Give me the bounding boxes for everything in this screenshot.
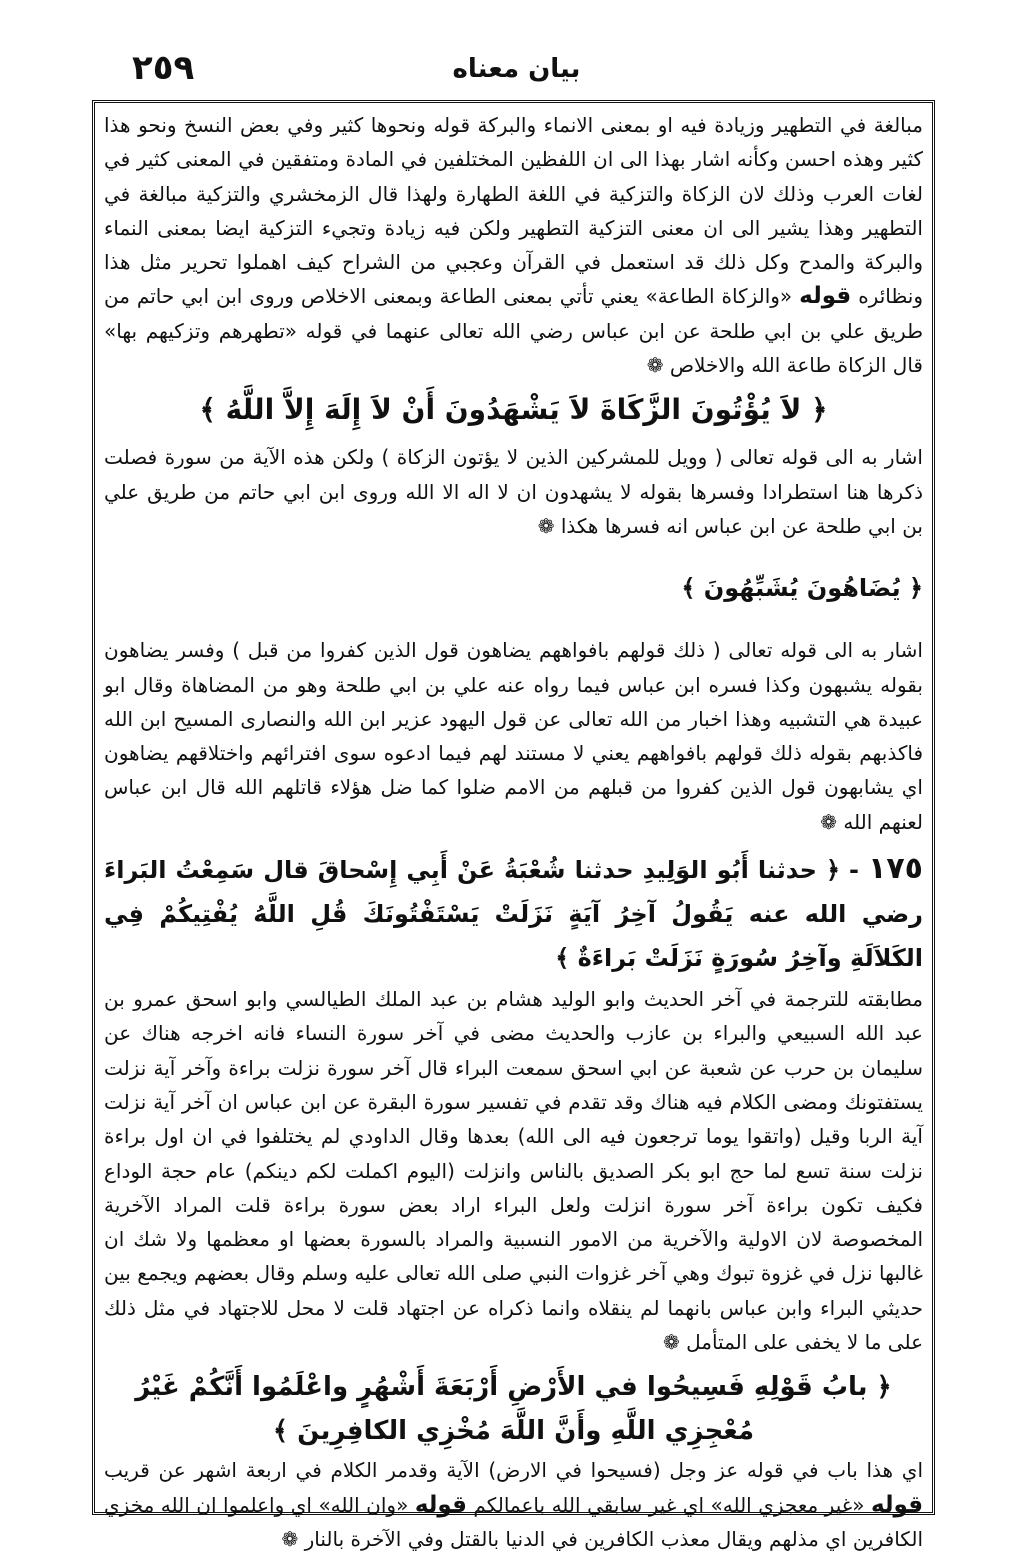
qawluhu-keyword: قوله: [870, 1491, 924, 1518]
commentary-paragraph: مطابقته للترجمة في آخر الحديث وابو الوليد هشام بن عبد الملك الطيالسي وابو اسحق عمرو بن عبد الله السبيعي والبراء بن عازب والحديث مضى في آخر سورة النساء فانه اخرجه هناك عن سليمان بن حرب عن شعبة عن ابي اسحق سمعت البراء قال آخر سورة نزلت براءة وآخر آية نزلت يستفتونك ومضى الكلام فيه هناك وقد تقدم في تفسير سورة البقرة عن ابن عباس ان آخر آية نزلت آية الربا وقيل (واتقوا يوما ترجعون فيه الى الله) بعدها وقال الداودي لم يختلفوا في ان اول براءة نزلت سنة تسع لما حج ابو بكر الصديق بالناس وانزلت (اليوم اكملت لكم دينكم) عام حجة الوداع فكيف تكون براءة آخر سورة انزلت ولعل البراء اراد بعض سورة براءة قلت المراد الآخرية المخصوصة لان الاولية والآخرية من الامور النسبية والمراد بالسورة بعضها او معظمها ولا شك ان غالبها نزل في غزوة تبوك وهي آخر غزوات النبي صلى الله تعالى عليه وسلم وقال بعضهم ويجمع بين حديثي البراء وابن عباس بانهما لم ينقلاه وانما ذكراه عن اجتهاد قلت لا محل للاجتهاد في مثل ذلك على ما لا يخفى على المتأمل ❁: [104, 987, 923, 1355]
commentary-paragraph: اشار به الى قوله تعالى ( ذلك قولهم بافواههم يضاهون قول الذين كفروا من قبل ) وفسر يضاهون بقوله يشبهون وكذا فسره ابن عباس فيما رواه عنه علي بن ابي طلحة وهو من المضاهاة وقال ابو عبيدة هي التشبيه وهذا اخبار من الله تعالى عن قول اليهود عزير ابن الله والنصارى المسيح ابن الله فاكذبهم بقوله ذلك قولهم بافواههم يعني لا مستند لهم فيما ادعوه سوى افترائهم واختلاقهم يضاهون اي يشابهون قول الذين كفروا من قبلهم من الامم ضلوا كما ضل هؤلاء قاتلهم الله قال ابن عباس لعنهم الله ❁: [104, 638, 923, 834]
page-content: [104, 108, 923, 1556]
commentary-paragraph: [104, 108, 923, 382]
page-number: ٢٥٩: [132, 48, 195, 88]
commentary-text: مبالغة في التطهير وزيادة فيه او بمعنى الانماء والبركة قوله ونحوها كثير وفي بعض النسخ ونحو هذا كثير وهذه احسن وكأنه اشار بهذا الى ان اللفظين المختلفين في المادة ومتفقين في المعنى كثير في لغات العرب وذلك لان الزكاة والتزكية في اللغة الطهارة ولهذا قال الزمخشري والتزكية مبالغة في التطهير وهذا يشير الى ان معنى التزكية التطهير ولكن فيه زيادة وتجيء التزكية ايضا بمعنى النماء والبركة والمدح وكل ذلك قد استعمل في القرآن وعجبي من الشراح كيف اهملوا تحرير مثل هذا ونظائره: [104, 113, 924, 309]
running-title: بيان معناه: [452, 54, 581, 84]
commentary-text: «والزكاة الطاعة» يعني تأتي بمعنى الطاعة وبمعنى الاخلاص وروى ابن ابي حاتم من طريق علي بن ابي طلحة عن ابن عباس رضي الله تعالى عنهما في قوله «تطهرهم وتزكيهم بها» قال الزكاة طاعة الله والاخلاص ❁: [104, 284, 923, 378]
commentary-text: اي هذا باب في قوله عز وجل (فسيحوا في الارض) الآية وقدمر الكلام في اربعة اشهر عن قريب: [104, 1458, 923, 1483]
qawluhu-keyword: قوله: [799, 283, 852, 310]
quran-verse: ﴿ لاَ يُؤْتُونَ الزَّكَاةَ لاَ يَشْهَدُونَ أَنْ لاَ إِلَهَ إِلاَّ اللَّهُ ﴾: [199, 393, 828, 427]
hadith-body: حدثنا أَبُو الوَلِيدِ حدثنا شُعْبَةُ عَنْ أَبِي إِسْحاقَ قال سَمِعْتُ البَراءَ رضي الله عنه يَقُولُ آخِرُ آيَةٍ نَزَلَتْ يَسْتَفْتُونَكَ قُلِ اللَّهُ يُفْتِيكُمْ فِي الكَلاَلَةِ وآخِرُ سُورَةٍ نَزَلَتْ بَراءَةٌ ﴾: [104, 856, 923, 973]
quran-verse: ﴿ يُضَاهُونَ يُشَبِّهُونَ ﴾: [681, 574, 923, 603]
hadith-number: ١٧٥: [868, 851, 923, 887]
chapter-heading-line: مُعْجِزِي اللَّهِ وأَنَّ اللَّهَ مُخْزِي الكافِرِينَ ﴾: [272, 1416, 755, 1447]
chapter-heading-line: ﴿ بابُ قَوْلِهِ فَسِيحُوا في الأَرْضِ أَرْبَعَةَ أَشْهُرٍ واعْلَمُوا أَنَّكُمْ غَيْرُ: [135, 1372, 892, 1403]
commentary-text: «وان الله» اي واعلموا ان الله مخزي الكافرين اي مذلهم ويقال معذب الكافرين في الدنيا بالقتل وفي الآخرة بالنار ❁: [104, 1492, 923, 1551]
commentary-paragraph: [104, 1453, 923, 1556]
page-header: [92, 48, 941, 90]
hadith-separator: - ﴿: [816, 856, 860, 885]
qawluhu-keyword: قوله: [414, 1491, 467, 1518]
hadith-text: [104, 847, 923, 980]
commentary-text: «غير معجزي الله» اي غير سابقي الله باعمالكم: [473, 1492, 865, 1517]
chapter-heading: [104, 1365, 923, 1453]
commentary-paragraph: اشار به الى قوله تعالى ( وويل للمشركين الذين لا يؤتون الزكاة ) ولكن هذه الآية من سورة فصلت ذكرها هنا استطرادا وفسرها بقوله لا يشهدون ان لا اله الا الله وروى ابن ابي حاتم من طريق علي بن ابي طلحة عن ابن عباس انه فسرها هكذا ❁: [104, 445, 923, 538]
